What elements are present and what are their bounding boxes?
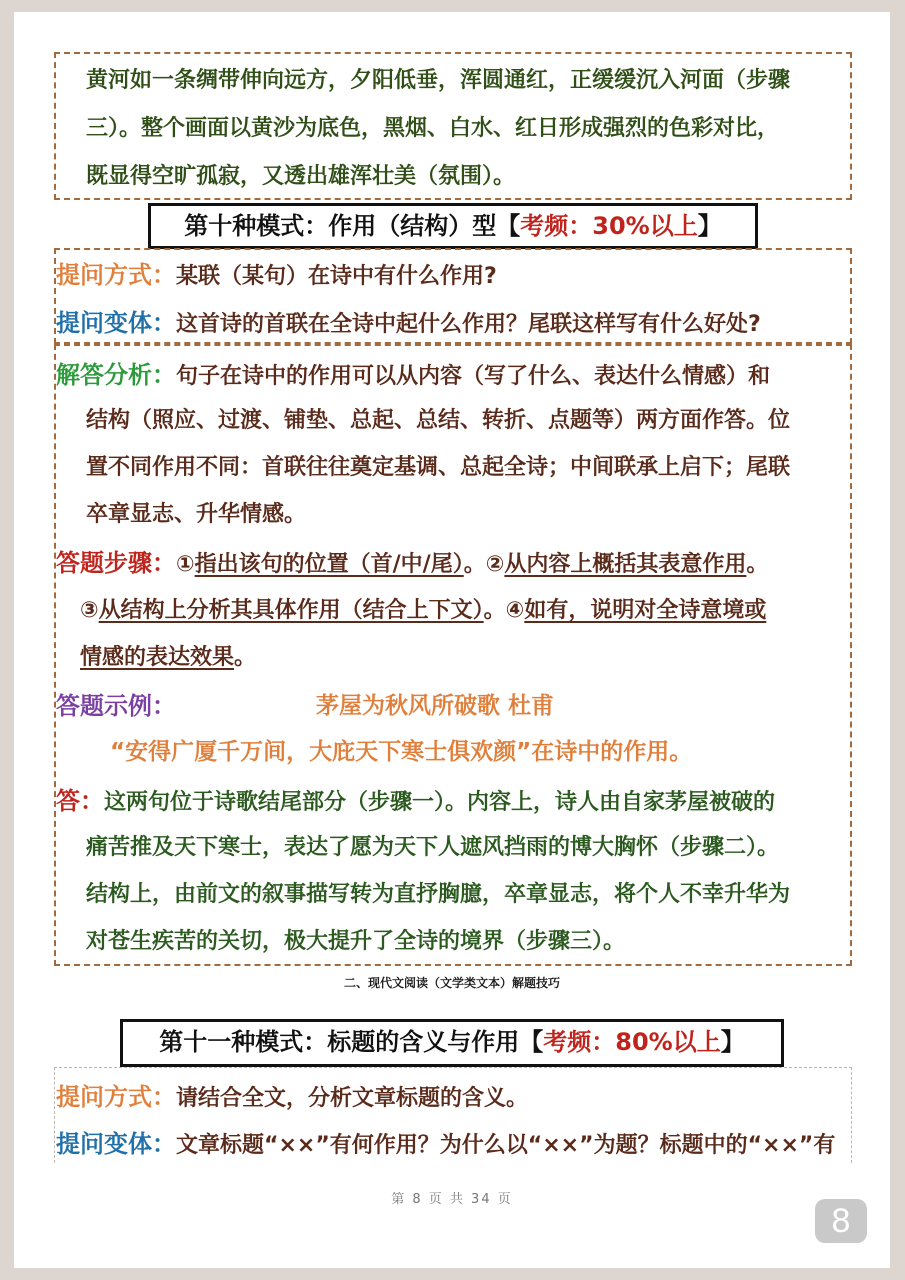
answer-line: 结构上，由前文的叙事描写转为直抒胸臆，卒章显志，将个人不幸升华为 — [86, 882, 791, 907]
page-number-badge: 8 — [815, 1199, 867, 1243]
example-poem-title: 茅屋为秋风所破歌 杜甫 — [316, 693, 555, 719]
mode11-variant-row — [56, 1129, 835, 1161]
mode11-title: 第十一种模式：标题的含义与作用【 — [159, 1028, 544, 1056]
step4-text: 情感的表达效果 — [80, 645, 235, 670]
analysis-line: 卒章显志、升华情感。 — [86, 502, 307, 527]
step1-text: 指出该句的位置（首/中/尾） — [194, 552, 464, 577]
mode11-frequency: 考频：80%以上 — [543, 1028, 721, 1056]
step1-number: ① — [176, 552, 195, 577]
steps-label: 答题步骤： — [56, 549, 176, 577]
answer-line: 痛苦推及天下寒士，表达了愿为天下人遮风挡雨的博大胸怀（步骤二）。 — [86, 835, 780, 860]
step4-text: 如有，说明对全诗意境或 — [524, 598, 767, 623]
mode10-title: 第十种模式：作用（结构）型【 — [184, 212, 521, 240]
analysis-label: 解答分析： — [56, 361, 176, 389]
analysis-row — [56, 360, 770, 392]
ask-label: 提问方式： — [56, 1083, 176, 1111]
answer-text: 这两句位于诗歌结尾部分（步骤一）。内容上，诗人由自家茅屋被破的 — [104, 790, 776, 815]
step-separator: 。 — [483, 598, 506, 623]
mode10-variant-row — [56, 308, 761, 340]
step3-number: ③ — [80, 598, 99, 623]
answer-label: 答： — [56, 787, 104, 815]
steps-row — [80, 643, 256, 673]
document-page — [14, 12, 890, 1268]
mode10-title-close: 】 — [697, 212, 722, 240]
variant-text: 这首诗的首联在全诗中起什么作用？尾联这样写有什么好处? — [176, 312, 761, 337]
mode11-title-close: 】 — [720, 1028, 745, 1056]
page-footer: 第 8 页 共 34 页 — [391, 1192, 513, 1207]
example-label: 答题示例： — [56, 692, 176, 720]
ask-text: 请结合全文，分析文章标题的含义。 — [176, 1086, 529, 1111]
text-line: 黄河如一条绸带伸向远方，夕阳低垂，浑圆通红，正缓缓沉入河面（步骤 — [86, 68, 791, 93]
steps-row — [56, 548, 768, 580]
section-heading: 二、现代文阅读（文学类文本）解题技巧 — [343, 976, 560, 990]
step4-number: ④ — [505, 598, 525, 623]
steps-row — [80, 596, 766, 626]
step-separator: 。 — [746, 552, 769, 577]
variant-label: 提问变体： — [56, 309, 176, 337]
ask-text: 某联（某句）在诗中有什么作用? — [176, 264, 497, 289]
analysis-line: 结构（照应、过渡、铺垫、总起、总结、转折、点题等）两方面作答。位 — [86, 408, 791, 433]
ask-label: 提问方式： — [56, 261, 176, 289]
step2-text: 从内容上概括其表意作用 — [504, 552, 747, 577]
example-question: “安得广厦千万间，大庇天下寒士俱欢颜”在诗中的作用。 — [110, 739, 693, 765]
variant-text: 文章标题“××”有何作用？为什么以“××”为题？标题中的“××”有 — [176, 1133, 836, 1158]
analysis-line: 置不同作用不同：首联往往奠定基调、总起全诗；中间联承上启下；尾联 — [86, 455, 791, 480]
analysis-text: 句子在诗中的作用可以从内容（写了什么、表达什么情感）和 — [176, 364, 771, 389]
mode11-ask-row — [56, 1082, 528, 1114]
step3-text: 从结构上分析其具体作用（结合上下文） — [98, 598, 484, 623]
mode10-title-box — [148, 203, 758, 249]
step-separator: 。 — [463, 552, 486, 577]
mode10-frequency: 考频：30%以上 — [520, 212, 698, 240]
step-separator: 。 — [234, 645, 257, 670]
text-line: 既显得空旷孤寂，又透出雄浑壮美（氛围）。 — [86, 164, 516, 189]
example-row — [56, 691, 176, 723]
answer-row — [56, 786, 775, 818]
answer-line: 对苍生疾苦的关切，极大提升了全诗的境界（步骤三）。 — [86, 929, 626, 954]
step2-number: ② — [485, 552, 505, 577]
mode11-title-box — [120, 1019, 784, 1067]
mode10-ask-row — [56, 260, 497, 292]
text-line: 三）。整个画面以黄沙为底色，黑烟、白水、红日形成强烈的色彩对比， — [86, 116, 780, 141]
variant-label: 提问变体： — [56, 1130, 176, 1158]
